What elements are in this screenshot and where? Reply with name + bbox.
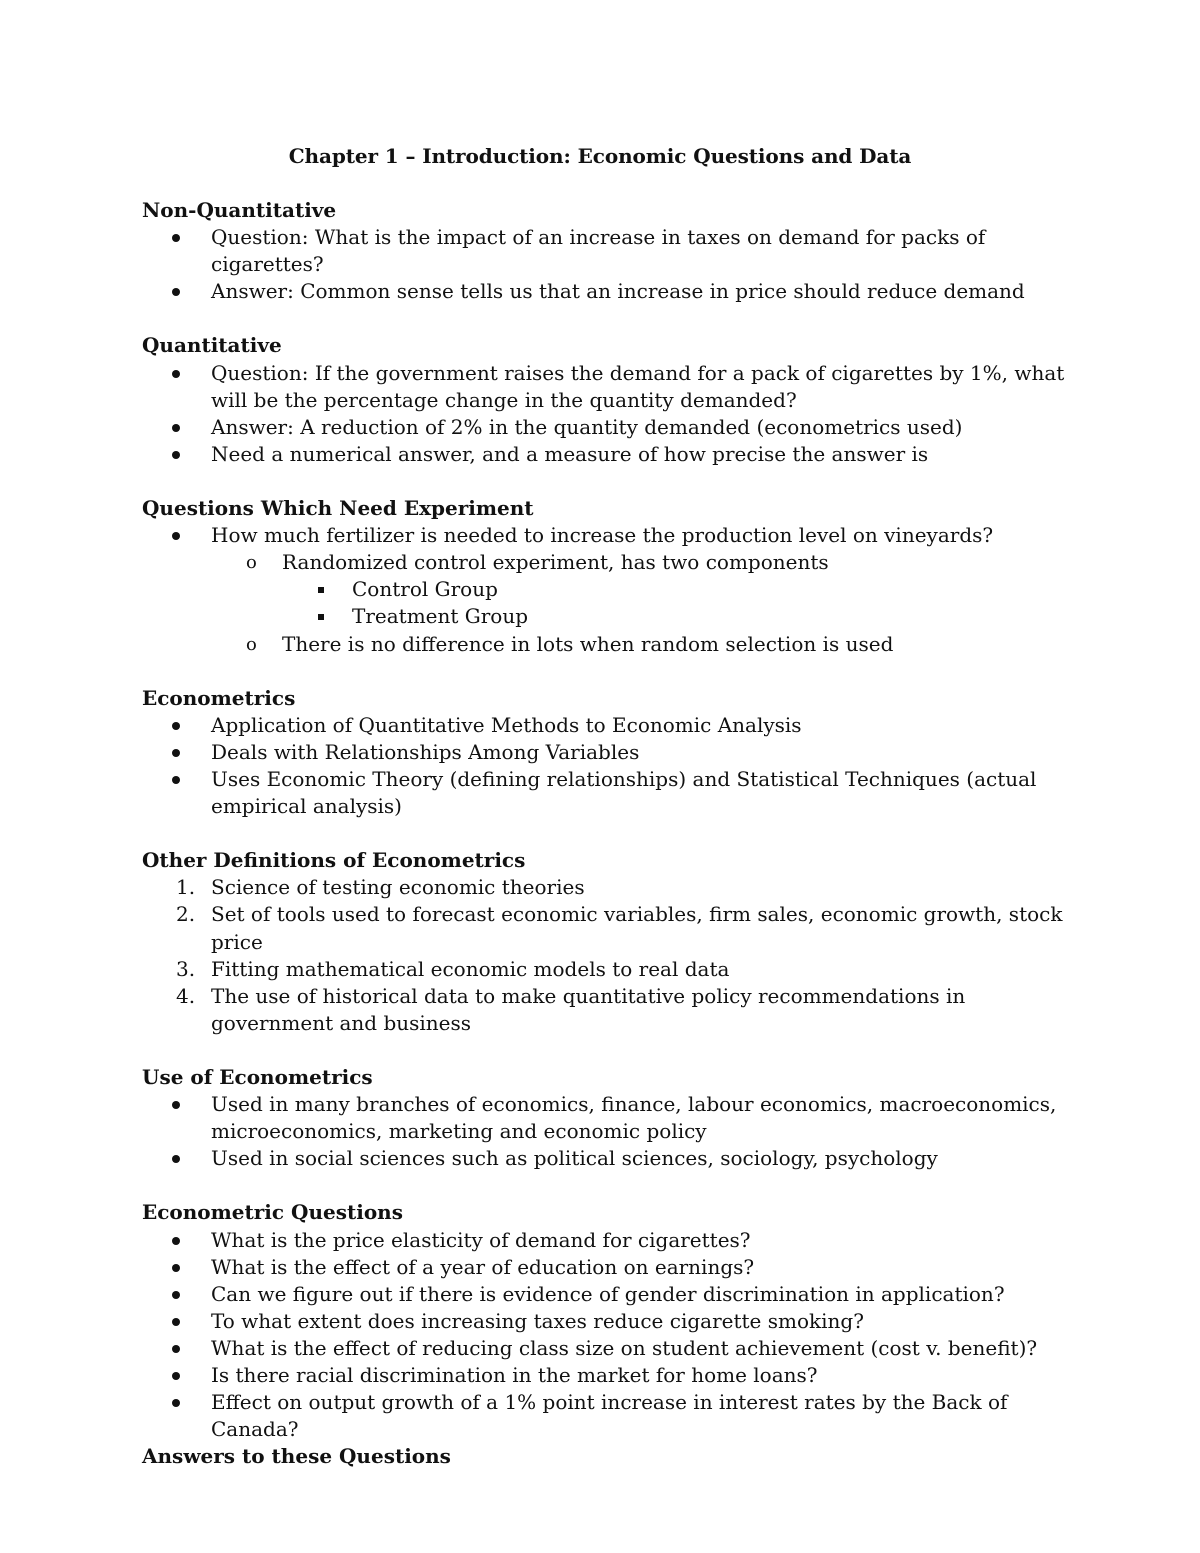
bullet-icon bbox=[172, 1155, 180, 1163]
list-item-text: Uses Economic Theory (defining relationships) and Statistical Techniques (actual empirical analysis) bbox=[211, 766, 1037, 819]
section-heading: Econometrics bbox=[142, 685, 296, 710]
bullet-list bbox=[142, 522, 1072, 657]
section-heading: Quantitative bbox=[142, 333, 282, 358]
hollow-bullet-icon: o bbox=[246, 633, 257, 655]
bullet-list bbox=[142, 712, 1072, 820]
list-item-text: What is the effect of a year of education on earnings? bbox=[211, 1254, 755, 1279]
list-item-text: Treatment Group bbox=[352, 604, 529, 629]
list-item bbox=[142, 874, 1072, 901]
list-item bbox=[142, 1389, 1072, 1443]
list-item bbox=[142, 360, 1072, 414]
list-item-text: Need a numerical answer, and a measure of how precise the answer is bbox=[211, 441, 929, 466]
list-number: 2. bbox=[176, 902, 196, 927]
bullet-icon bbox=[172, 234, 180, 242]
list-item bbox=[142, 549, 1072, 576]
list-item-text: Application of Quantitative Methods to Economic Analysis bbox=[211, 712, 802, 737]
bullet-icon bbox=[172, 532, 180, 540]
list-item-text: There is no difference in lots when random selection is used bbox=[282, 631, 894, 656]
list-item-text: What is the effect of reducing class size on student achievement (cost v. benefit)? bbox=[211, 1335, 1038, 1360]
list-item bbox=[142, 1281, 1072, 1308]
list-item bbox=[142, 414, 1072, 441]
section-heading: Answers to these Questions bbox=[142, 1444, 451, 1469]
section-heading: Other Definitions of Econometrics bbox=[142, 848, 526, 873]
bullet-list bbox=[142, 1091, 1072, 1172]
list-item bbox=[142, 901, 1072, 955]
section-heading: Econometric Questions bbox=[142, 1200, 403, 1225]
hollow-bullet-icon: o bbox=[246, 552, 257, 574]
section-experiment bbox=[142, 495, 1072, 658]
list-item bbox=[142, 1227, 1072, 1254]
bullet-icon bbox=[172, 1237, 180, 1245]
square-bullet-icon bbox=[318, 614, 324, 620]
bullet-icon bbox=[172, 288, 180, 296]
bullet-icon bbox=[172, 1101, 180, 1109]
list-item-text: Question: What is the impact of an increase in taxes on demand for packs of cigarettes? bbox=[211, 225, 986, 277]
bullet-icon bbox=[172, 424, 180, 432]
list-item-text: What is the price elasticity of demand for cigarettes? bbox=[211, 1227, 751, 1252]
bullet-icon bbox=[172, 1372, 180, 1380]
bullet-list bbox=[142, 1227, 1072, 1444]
list-item bbox=[142, 1362, 1072, 1389]
list-item-text: Is there racial discrimination in the market for home loans? bbox=[211, 1363, 818, 1388]
bullet-icon bbox=[172, 370, 180, 378]
section-quantitative bbox=[142, 332, 1072, 467]
list-item bbox=[142, 956, 1072, 983]
list-item-text: Effect on output growth of a 1% point increase in interest rates by the Back of Canada? bbox=[211, 1390, 1008, 1442]
section-use bbox=[142, 1064, 1072, 1172]
bullet-icon bbox=[172, 749, 180, 757]
list-item bbox=[142, 576, 1072, 603]
list-item bbox=[142, 1145, 1072, 1172]
list-item-text: Answer: Common sense tells us that an increase in price should reduce demand bbox=[211, 279, 1025, 304]
square-bullet-icon bbox=[318, 587, 324, 593]
list-item bbox=[142, 1091, 1072, 1145]
list-item-text: Fitting mathematical economic models to real data bbox=[211, 956, 730, 981]
list-item-text: How much fertilizer is needed to increase the production level on vineyards? bbox=[211, 523, 994, 548]
list-item bbox=[142, 712, 1072, 739]
bullet-icon bbox=[172, 1291, 180, 1299]
list-item-text: Used in social sciences such as political sciences, sociology, psychology bbox=[211, 1146, 938, 1171]
list-item-text: Randomized control experiment, has two components bbox=[282, 550, 829, 575]
section-heading: Use of Econometrics bbox=[142, 1065, 373, 1089]
list-item-text: Question: If the government raises the demand for a pack of cigarettes by 1%, what will be the percentage change in the quantity demanded? bbox=[211, 360, 1065, 412]
list-item-text: Control Group bbox=[352, 577, 498, 602]
list-item-text: The use of historical data to make quantitative policy recommendations in government and business bbox=[211, 983, 966, 1035]
section-heading: Questions Which Need Experiment bbox=[142, 496, 534, 521]
list-item bbox=[142, 278, 1072, 305]
list-number: 3. bbox=[176, 956, 196, 981]
bullet-icon bbox=[172, 722, 180, 730]
section-answers bbox=[142, 1443, 1072, 1470]
list-item-text: Answer: A reduction of 2% in the quantity demanded (econometrics used) bbox=[211, 414, 963, 439]
list-item bbox=[142, 1308, 1072, 1335]
list-item bbox=[142, 983, 1072, 1037]
bullet-icon bbox=[172, 1399, 180, 1407]
list-item bbox=[142, 739, 1072, 766]
section-non-quantitative bbox=[142, 197, 1072, 305]
list-item-text: Can we figure out if there is evidence of gender discrimination in application? bbox=[211, 1281, 1005, 1306]
list-item bbox=[142, 766, 1072, 820]
list-item bbox=[142, 1335, 1072, 1362]
list-number: 4. bbox=[176, 983, 196, 1008]
list-number: 1. bbox=[176, 875, 196, 900]
page-title: Chapter 1 – Introduction: Economic Questions and Data bbox=[288, 144, 912, 168]
bullet-icon bbox=[172, 1345, 180, 1353]
bullet-icon bbox=[172, 1264, 180, 1272]
bullet-icon bbox=[172, 451, 180, 459]
bullet-icon bbox=[172, 1318, 180, 1326]
list-item-text: Set of tools used to forecast economic variables, firm sales, economic growth, stock price bbox=[211, 902, 1063, 954]
list-item bbox=[142, 1254, 1072, 1281]
list-item bbox=[142, 631, 1072, 658]
list-item-text: Used in many branches of economics, finance, labour economics, macroeconomics, microeconomics, marketing and economic policy bbox=[211, 1092, 1057, 1144]
numbered-list bbox=[142, 874, 1072, 1037]
list-item bbox=[142, 441, 1072, 468]
list-item bbox=[142, 224, 1072, 278]
list-item bbox=[142, 522, 1072, 549]
bullet-icon bbox=[172, 776, 180, 784]
list-item bbox=[142, 603, 1072, 630]
section-questions bbox=[142, 1199, 1072, 1443]
section-definitions bbox=[142, 847, 1072, 1037]
section-heading: Non-Quantitative bbox=[142, 198, 337, 222]
bullet-list bbox=[142, 360, 1072, 468]
list-item-text: To what extent does increasing taxes reduce cigarette smoking? bbox=[211, 1308, 864, 1333]
list-item-text: Science of testing economic theories bbox=[211, 875, 585, 900]
section-econometrics bbox=[142, 685, 1072, 820]
document-body bbox=[142, 197, 1072, 1470]
bullet-list bbox=[142, 224, 1072, 305]
list-item-text: Deals with Relationships Among Variables bbox=[211, 739, 640, 764]
